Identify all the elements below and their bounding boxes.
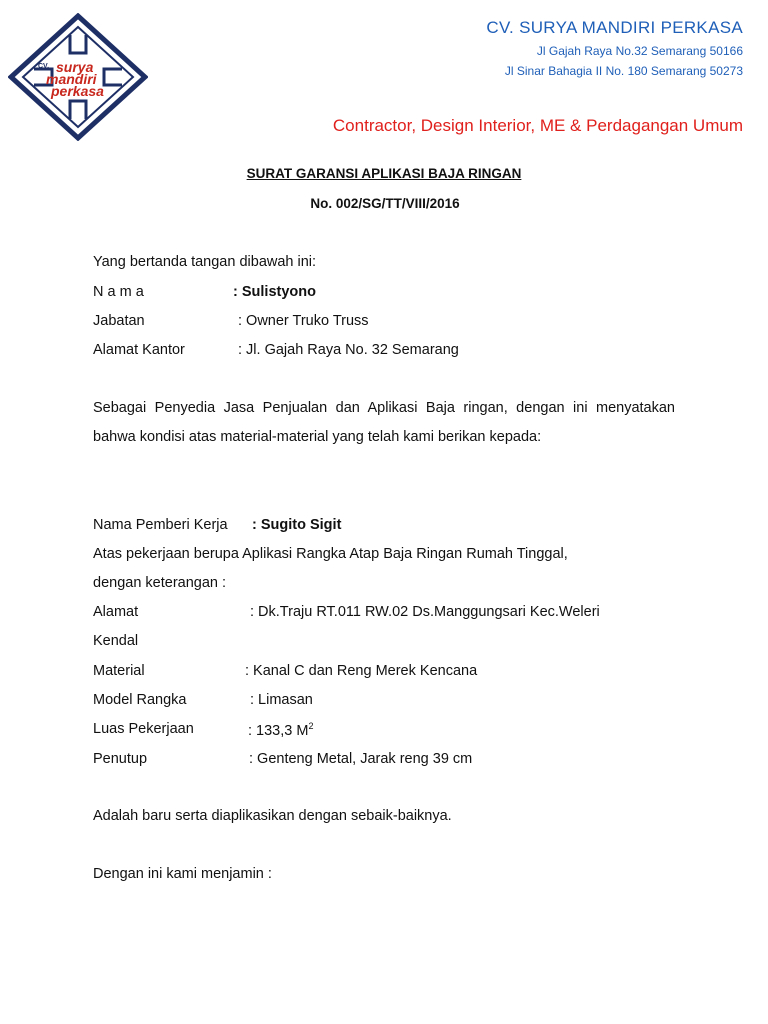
roof-cover-value: : Genteng Metal, Jarak reng 39 cm [249,751,473,767]
company-logo [8,13,148,141]
work-description-cont: dengan keterangan : [93,575,227,591]
work-area-superscript: 2 [308,721,314,731]
logo-prefix: CV. [38,63,50,70]
frame-model-value: : Limasan [250,692,313,708]
company-tagline: Contractor, Design Interior, ME & Perdagangan Umum [332,116,743,135]
material-label: Material [93,663,145,679]
signer-name-value: : Sulistyono [233,284,316,300]
site-address-cont: Kendal [93,633,139,649]
employer-value: : Sugito Sigit [252,517,342,533]
letter-title: SURAT GARANSI APLIKASI BAJA RINGAN [246,166,522,181]
site-address-value: : Dk.Traju RT.011 RW.02 Ds.Manggungsari Kec.Weleri [250,604,600,620]
work-area-label: Luas Pekerjaan [93,721,194,737]
statement-paragraph: Sebagai Penyedia Jasa Penjualan dan Aplikasi Baja ringan, dengan ini menyatakan bahwa kondisi atas material-material yang telah kami berikan kepada: [93,400,675,445]
logo-word-2: mandiri [46,71,97,87]
intro-text: Yang bertanda tangan dibawah ini: [93,254,317,270]
signer-position-value: : Owner Truko Truss [238,313,369,329]
work-description: Atas pekerjaan berupa Aplikasi Rangka Atap Baja Ringan Rumah Tinggal, [93,546,568,562]
work-area-number: : 133,3 M [248,722,309,739]
signer-position-label: Jabatan [93,313,145,329]
signer-name-label: N a m a [93,284,144,300]
roof-cover-label: Penutup [93,751,148,767]
frame-model-label: Model Rangka [93,692,187,708]
logo-word-3: perkasa [51,83,104,99]
closing-statement: Adalah baru serta diaplikasikan dengan sebaik-baiknya. [93,808,452,824]
signer-office-value: : Jl. Gajah Raya No. 32 Semarang [238,342,459,358]
guarantee-intro: Dengan ini kami menjamin : [93,866,272,882]
company-address-1: Jl Gajah Raya No.32 Semarang 50166 [536,44,743,58]
letter-number: No. 002/SG/TT/VIII/2016 [310,196,460,211]
logo-word-1: surya [56,59,94,75]
employer-label: Nama Pemberi Kerja [93,517,228,533]
company-name: CV. SURYA MANDIRI PERKASA [486,18,743,37]
company-address-2: Jl Sinar Bahagia II No. 180 Semarang 50273 [504,64,743,78]
site-address-label: Alamat [93,604,139,620]
work-area-value [248,721,313,739]
material-value: : Kanal C dan Reng Merek Kencana [245,663,478,679]
signer-office-label: Alamat Kantor [93,342,185,358]
